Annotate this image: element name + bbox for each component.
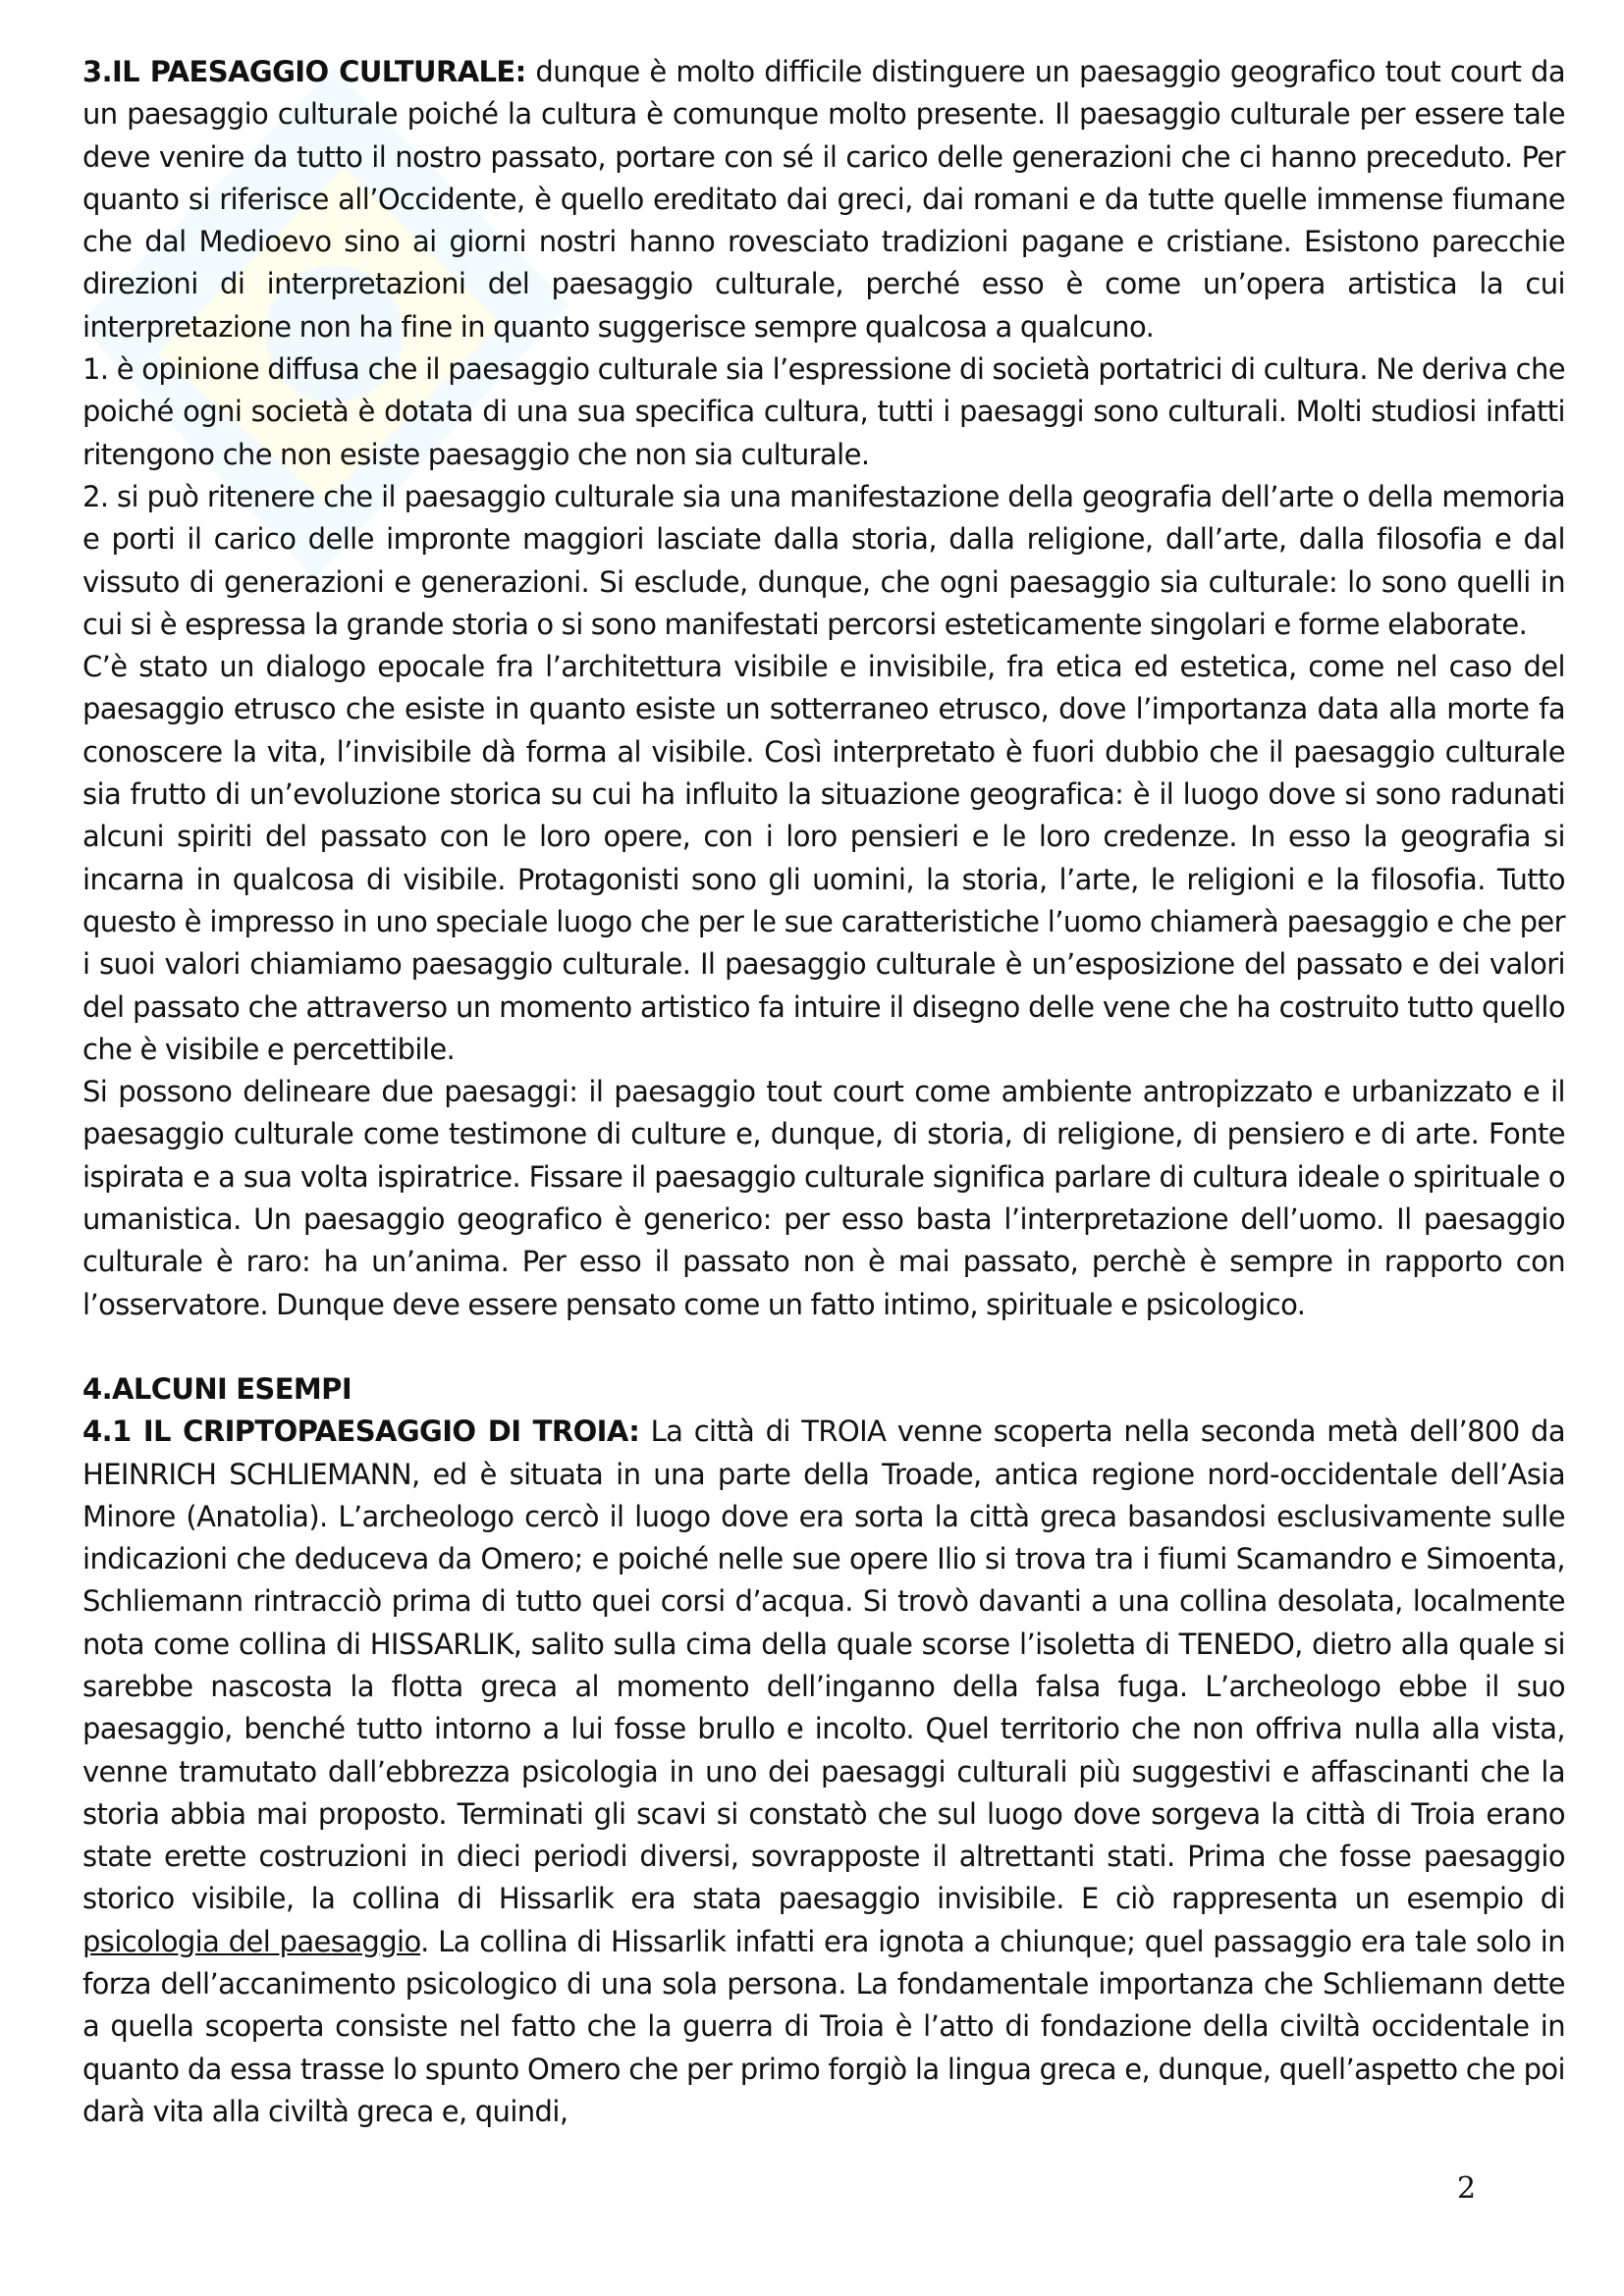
troia-subheading: 4.1 IL CRIPTOPAESAGGIO DI TROIA: xyxy=(82,1415,640,1449)
section4-heading: 4.ALCUNI ESEMPI xyxy=(82,1371,352,1406)
point-2-paragraph: 2. si può ritenere che il paesaggio culturale sia una manifestazione della geografia dell’arte o della memoria e porti il carico delle impronte maggiori lasciate dalla storia, dalla religione, dall’arte, dalla filosofia e dal vissuto di generazioni e generazioni. Si esclude, dunque, che ogni paesaggio sia culturale: lo sono quelli in cui si è espressa la grande storia o si sono manifestati percorsi esteticamente singolari e forme elaborate. xyxy=(82,479,1565,641)
dialogo-paragraph: C’è stato un dialogo epocale fra l’architettura visibile e invisibile, fra etica ed estetica, come nel caso del paesaggio etrusco che esiste in quanto esiste un sotterraneo etrusco, dove l’importanza data alla morte fa conoscere la vita, l’invisibile dà forma al visibile. Così interpretato è fuori dubbio che il paesaggio culturale sia frutto di un’evoluzione storica su cui ha influito la situazione geografica: è il luogo dove si sono radunati alcuni spiriti del passato con le loro opere, con i loro pensieri e le loro credenze. In esso la geografia si incarna in qualcosa di visibile. Protagonisti sono gli uomini, la storia, l’arte, le religioni e la filosofia. Tutto questo è impresso in uno speciale luogo che per le sue caratteristiche l’uomo chiamerà paesaggio e che per i suoi valori chiamiamo paesaggio culturale. Il paesaggio culturale è un’esposizione del passato e dei valori del passato che attraverso un momento artistico fa intuire il disegno delle vene che ha costruito tutto quello che è visibile e percettibile. xyxy=(82,650,1565,1066)
document-page xyxy=(82,51,1565,2133)
due-paesaggi-paragraph: Si possono delineare due paesaggi: il paesaggio tout court come ambiente antropizzato e urbanizzato e il paesaggio culturale come testimone di culture e, dunque, di storia, di religione, di pensiero e di arte. Fonte ispirata e a sua volta ispiratrice. Fissare il paesaggio culturale significa parlare di cultura ideale o spirituale o umanistica. Un paesaggio geografico è generico: per esso basta l’interpretazione dell’uomo. Il paesaggio culturale è raro: ha un’anima. Per esso il passato non è mai passato, perchè è sempre in rapporto con l’osservatore. Dunque deve essere pensato come un fatto intimo, spirituale e psicologico. xyxy=(82,1075,1565,1321)
section4-heading-line xyxy=(82,1368,1565,1411)
section3-heading: 3.IL PAESAGGIO CULTURALE: xyxy=(82,55,526,88)
troia-paragraph xyxy=(82,1411,1565,2133)
troia-text-after: . La collina di Hissarlik infatti era ignota a chiunque; quel passaggio era tale solo in forza dell’accanimento psicologico di una sola persona. La fondamentale importanza che Schliemann dette a quella scoperta consiste nel fatto che la guerra di Troia è l’atto di fondazione della civiltà occidentale in quanto da essa trasse lo spunto Omero che per primo forgiò la lingua greca e, dunque, quell’aspetto che poi darà vita alla civiltà greca e, quindi, xyxy=(82,1924,1565,2128)
section3-intro-paragraph xyxy=(82,51,1565,348)
section3-intro-text: dunque è molto difficile distinguere un paesaggio geografico tout court da un paesaggio culturale poiché la cultura è comunque molto presente. Il paesaggio culturale per essere tale deve venire da tutto il nostro passato, portare con sé il carico delle generazioni che ci hanno preceduto. Per quanto si riferisce all’Occidente, è quello ereditato dai greci, dai romani e da tutte quelle immense fiumane che dal Medioevo sino ai giorni nostri hanno rovesciato tradizioni pagane e cristiane. Esistono parecchie direzioni di interpretazioni del paesaggio culturale, perché esso è come un’opera artistica la cui interpretazione non ha fine in quanto suggerisce sempre qualcosa a qualcuno. xyxy=(82,55,1565,344)
troia-text-before: La città di TROIA venne scoperta nella seconda metà dell’800 da HEINRICH SCHLIEMANN, ed è situata in una parte della Troade, antica regione nord-occidentale dell’Asia Minore (Anatolia). L’archeologo cercò il luogo dove era sorta la città greca basandosi esclusivamente sulle indicazioni che deduceva da Omero; e poiché nelle sue opere Ilio si trova tra i fiumi Scamandro e Simoenta, Schliemann rintracciò prima di tutto quei corsi d’acqua. Si trovò davanti a una collina desolata, localmente nota come collina di HISSARLIK, salito sulla cima della quale scorse l’isoletta di TENEDO, dietro alla quale si sarebbe nascosta la flotta greca al momento dell’inganno della falsa fuga. L’archeologo ebbe il suo paesaggio, benché tutto intorno a lui fosse brullo e incolto. Quel territorio che non offriva nulla alla vista, venne tramutato dall’ebbrezza psicologia in uno dei paesaggi culturali più suggestivi e affascinanti che la storia abbia mai proposto. Terminati gli scavi si constatò che sul luogo dove sorgeva la città di Troia erano state erette costruzioni in dieci periodi diversi, sovrapposte il altrettanti stati. Prima che fosse paesaggio storico visibile, la collina di Hissarlik era stata paesaggio invisibile. E ciò rappresenta un esempio di xyxy=(82,1415,1565,1916)
page-number: 2 xyxy=(1457,2171,1477,2206)
psicologia-del-paesaggio-underlined: psicologia del paesaggio xyxy=(82,1924,421,1958)
section-gap xyxy=(82,1326,1565,1368)
point-1-paragraph: 1. è opinione diffusa che il paesaggio culturale sia l’espressione di società portatrici di cultura. Ne deriva che poiché ogni società è dotata di una sua specifica cultura, tutti i paesaggi sono culturali. Molti studiosi infatti ritengono che non esiste paesaggio che non sia culturale. xyxy=(82,352,1565,471)
